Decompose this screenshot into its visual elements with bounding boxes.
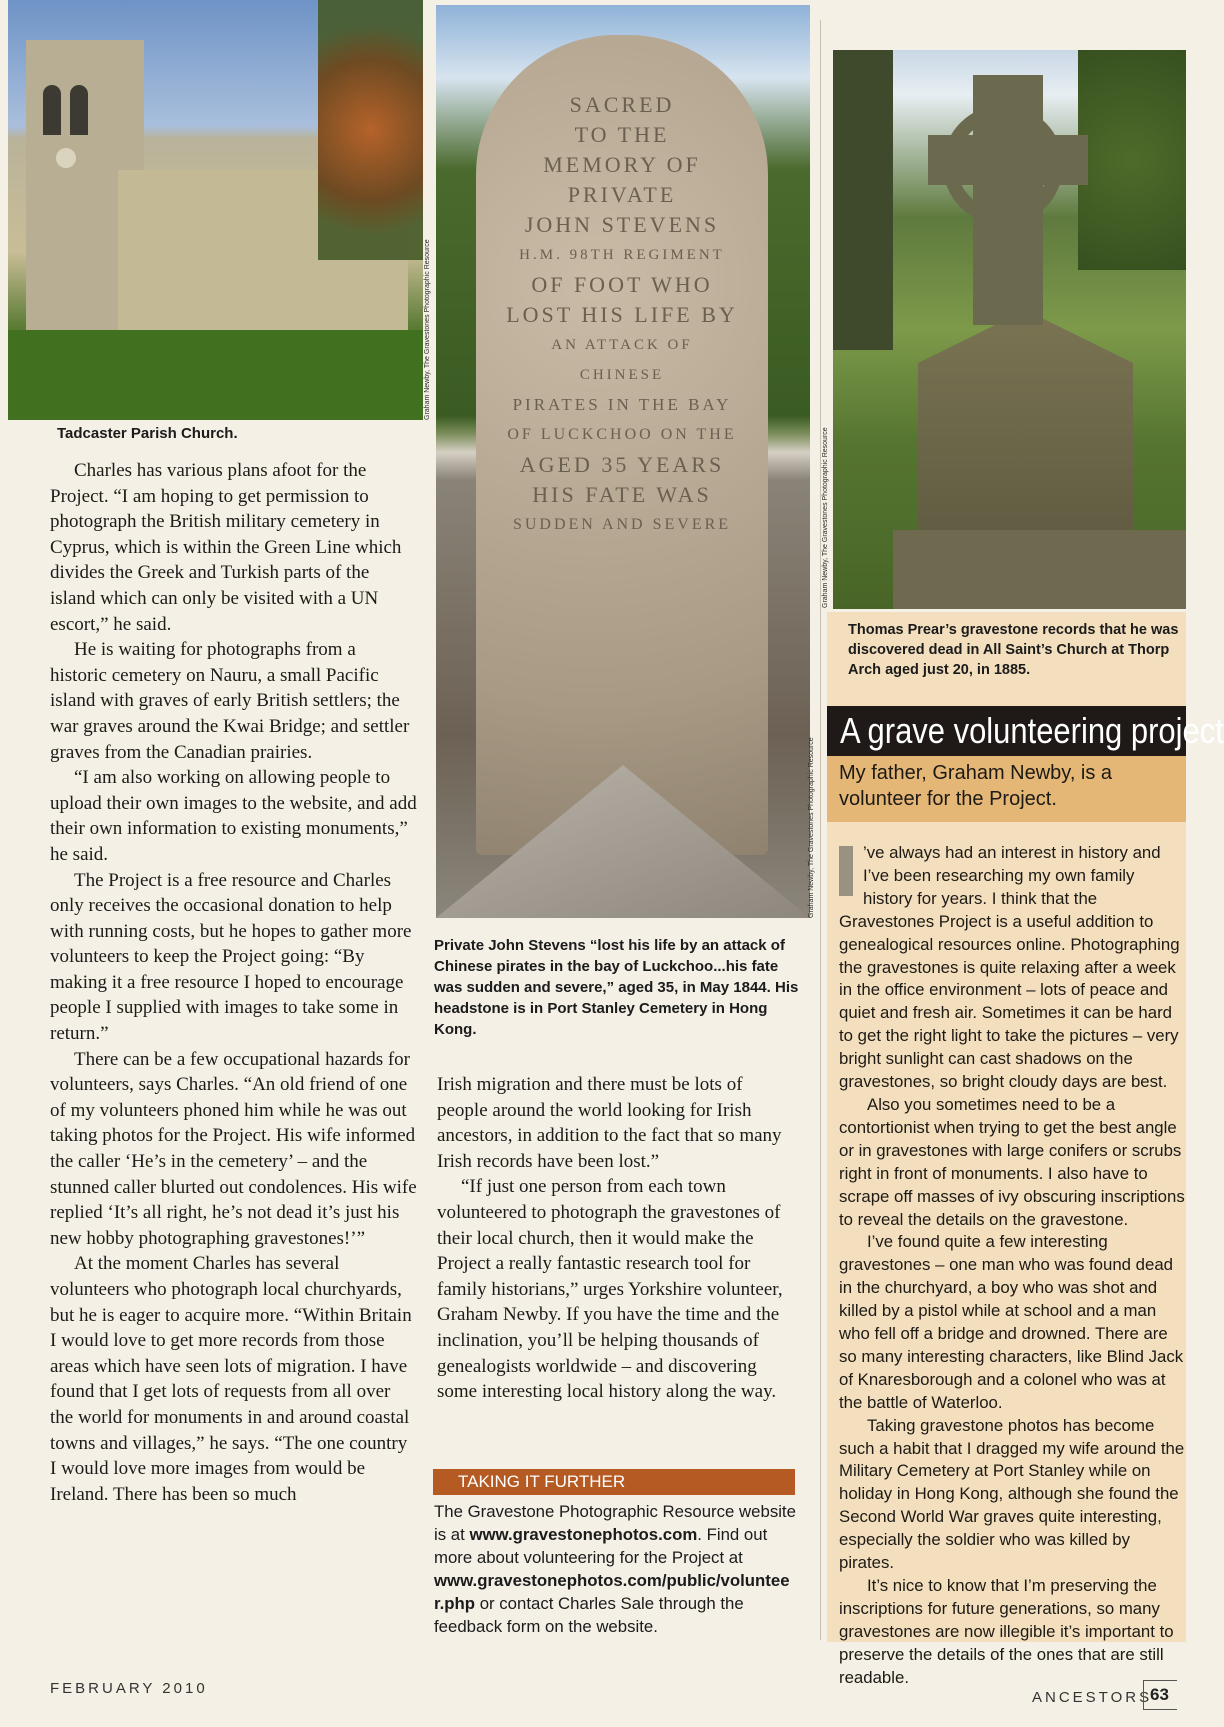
paragraph: It’s nice to know that I’m preserving the inscriptions for future generations, so many gravestones are now illegible it’s important to preserve the details of the ones that are still readable. (839, 1576, 1174, 1687)
photo-credit: Graham Newby, The Gravestones Photographic Resource (822, 427, 829, 608)
cross-upright (973, 75, 1043, 325)
photo-credit: Graham Newby, The Gravestones Photographic Resource (424, 239, 431, 420)
paragraph: Charles has various plans afoot for the Project. “I am hoping to get permission to photograph the British military cemetery in Cyprus, which is within the Green Line which divides the Greek and Turkish parts of the island which can only be visited with a UN escort,” he said. (50, 460, 402, 635)
sidebar-headline: A grave volunteering project (840, 710, 1224, 751)
thomas-prear-gravestone-photo (833, 50, 1186, 609)
volunteer-page-link[interactable]: www.gravestonephotos.com/public/volunteer.php (434, 1571, 790, 1613)
sidebar-body (839, 842, 1186, 1687)
paragraph: “If just one person from each town volunteered to photograph the gravestones of their local church, then it would make the Project a really fantastic research tool for family historians,” urges Yorkshire volunteer, Graham Newby. If you have the time and the inclination, you’ll be helping thousands of genealogists worldwide – and discovering some interesting local history along the way. (437, 1176, 783, 1403)
tree (318, 0, 423, 260)
church-lawn (8, 330, 423, 420)
magazine-name: ANCESTORS (1032, 1689, 1153, 1706)
john-stevens-headstone-photo (436, 5, 810, 918)
paragraph: The Project is a free resource and Charles only receives the occasional donation to help with running costs, but he hopes to gather more volunteers to keep the Project going: “By making it a free resource I hoped to encourage people I supplied with images to take some in return.” (50, 869, 412, 1045)
church-caption: Tadcaster Parish Church. (57, 425, 238, 442)
paragraph: Taking gravestone photos has become such a habit that I dragged my wife around the Military Cemetery at Port Stanley while on holiday in Hong Kong, although she found the Second World War graves quite interesting, especially the soldier who was killed by pirates. (839, 1415, 1185, 1573)
article-column-1 (50, 458, 417, 1507)
article-column-2 (437, 1072, 794, 1405)
paragraph: “I am also working on allowing people to upload their own images to the website, and add their own information to existing monuments,” he said. (50, 767, 417, 865)
gravestone-plinth (893, 530, 1186, 609)
prear-caption: Thomas Prear’s gravestone records that he was discovered dead in All Saint’s Church at Thorp Arch aged just 20, in 1885. (848, 622, 1179, 678)
dropcap (839, 846, 853, 896)
tree (833, 50, 893, 350)
cross-arm (928, 135, 1088, 185)
paragraph: He is waiting for photographs from a historic cemetery on Nauru, a small Pacific island with graves of early British settlers; the war graves around the Kwai Bridge; and settler graves from the Canadian prairies. (50, 639, 410, 763)
paragraph: I’ve found quite a few interesting gravestones – one man who was found dead in the churchyard, a boy who was shot and killed by a pistol while at school and a man who fell off a bridge and drowned. There are so many interesting characters, like Blind Jack of Knaresborough and a colonel who was at the battle of Waterloo. (839, 1232, 1184, 1412)
page-number: 63 (1150, 1685, 1169, 1704)
paragraph: Also you sometimes need to be a contortionist when trying to get the best angle or in gravestones with large conifers or scrubs right in front of monuments. I also have to scrape off masses of ivy obscuring inscriptions to reveal the details on the gravestone. (839, 1094, 1185, 1229)
tadcaster-church-photo (8, 0, 423, 420)
church-window (70, 85, 88, 135)
paragraph: Irish migration and there must be lots of people around the world looking for Irish ancestors, in addition to the fact that so many Irish records have been lost.” (437, 1074, 782, 1172)
column-divider (820, 20, 821, 1640)
taking-it-further-text: The Gravestone Photographic Resource website is at www.gravestonephotos.com. Find out more about volunteering for the Project at www.gravestonephotos.com/public/volunteer.php or contact Charles Sale through the feedback form on the website. (434, 1502, 796, 1636)
paragraph: There can be a few occupational hazards for volunteers, says Charles. “An old friend of one of my volunteers phoned him while he was out taking photos for the Project. His wife informed the caller ‘He’s in the cemetery’ – and the stunned caller blurted out condolences. His wife replied ‘It’s all right, he’s not dead it’s just his new hobby photographing gravestones!’” (50, 1048, 417, 1249)
stevens-caption: Private John Stevens “lost his life by an attack of Chinese pirates in the bay of Luckchoo...his fate was sudden and severe,” aged 35, in May 1844. His headstone is in Port Stanley Cemetery in Hong Kong. (434, 937, 799, 1038)
headstone-inscription: SACRED TO THE MEMORY OF PRIVATE JOHN STEVENS H.M. 98TH REGIMENT OF FOOT WHO LOST HIS LIFE BY AN ATTACK OF CHINESE PIRATES IN THE BAY OF LUCKCHOO ON THE AGED 35 YEARS HIS FATE WAS SUDDEN AND SEVERE (506, 92, 738, 533)
sidebar-standfirst: My father, Graham Newby, is a volunteer for the Project. (839, 762, 1113, 810)
paragraph: At the moment Charles has several volunteers who photograph local churchyards, but he is eager to acquire more. “Within Britain I would love to get more records from those areas which have seen lots of migration. I have found that I get lots of requests from all over the world for monuments in and around coastal towns and villages,” he says. “The one country I would love more images from would be Ireland. There has been so much (50, 1253, 412, 1505)
photo-credit: Graham Newby, The Gravestones Photographic Resource (808, 737, 815, 918)
tree (1078, 50, 1186, 270)
church-clock (56, 148, 76, 168)
taking-it-further-heading: TAKING IT FURTHER (458, 1472, 626, 1491)
issue-date: FEBRUARY 2010 (50, 1680, 208, 1697)
gravestonephotos-link[interactable]: www.gravestonephotos.com (469, 1525, 698, 1544)
paragraph: ’ve always had an interest in history and I’ve been researching my own family history for years. I think that the Gravestones Project is a useful addition to genealogical resources online. Photographing the gravestones is quite relaxing after a week in the office environment – lots of peace and quiet and fresh air. Sometimes it can be hard to get the right light to take the pictures – very bright sunlight can cast shadows on the gravestones, so bright cloudy days are best. (839, 843, 1180, 1092)
church-window (43, 85, 61, 135)
